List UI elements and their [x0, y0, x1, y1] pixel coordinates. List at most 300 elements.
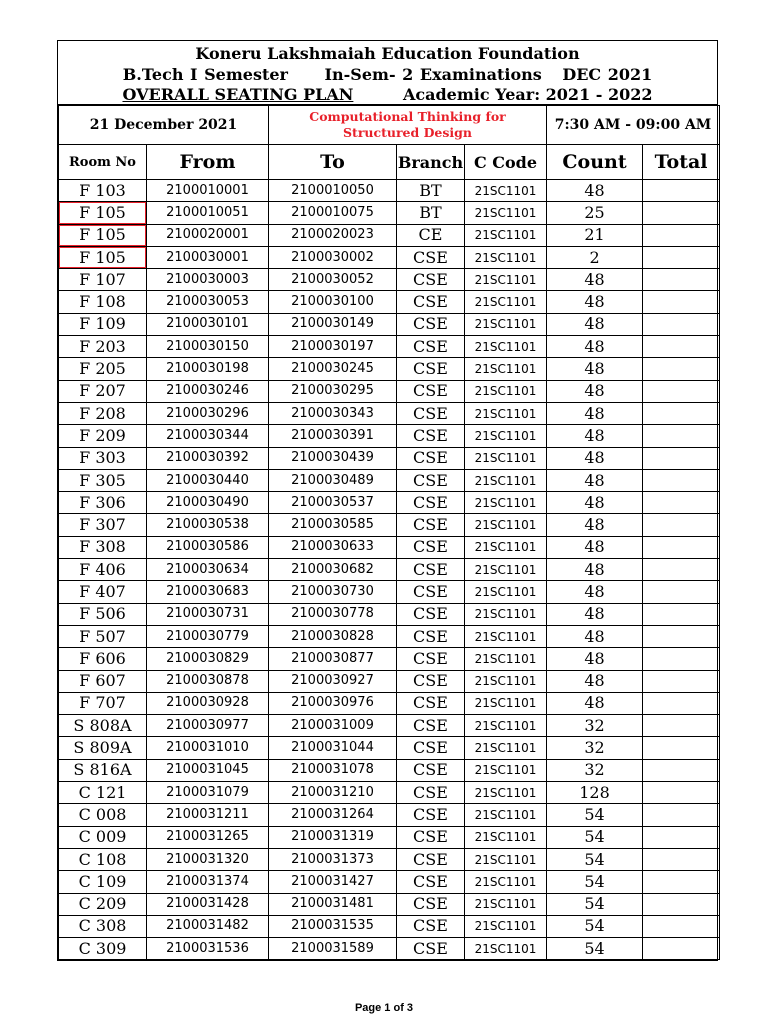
- table-row: [59, 938, 720, 960]
- table-row: [59, 180, 720, 202]
- cell-to: 2100030391: [269, 425, 397, 447]
- cell-code: 21SC1101: [465, 224, 547, 246]
- cell-count: 48: [547, 648, 643, 670]
- cell-to: 2100031009: [269, 715, 397, 737]
- cell-total: [643, 536, 720, 558]
- cell-to: 2100030730: [269, 581, 397, 603]
- cell-count: 54: [547, 915, 643, 937]
- cell-code: 21SC1101: [465, 469, 547, 491]
- cell-from: 2100030538: [147, 514, 269, 536]
- cell-branch: CSE: [397, 625, 465, 647]
- cell-from: 2100031079: [147, 782, 269, 804]
- table-row: [59, 737, 720, 759]
- cell-from: 2100030440: [147, 469, 269, 491]
- cell-branch: CSE: [397, 670, 465, 692]
- cell-room: F 203: [59, 336, 147, 358]
- table-row: [59, 603, 720, 625]
- cell-room: C 309: [59, 938, 147, 960]
- document-header: [58, 41, 717, 105]
- column-header: From: [147, 145, 269, 180]
- cell-from: 2100031536: [147, 938, 269, 960]
- cell-to: 2100031319: [269, 826, 397, 848]
- cell-total: [643, 202, 720, 224]
- cell-room: F 208: [59, 402, 147, 424]
- cell-count: 48: [547, 425, 643, 447]
- cell-total: [643, 269, 720, 291]
- table-row: [59, 246, 720, 268]
- cell-to: 2100030245: [269, 358, 397, 380]
- cell-code: 21SC1101: [465, 559, 547, 581]
- academic-year: Academic Year: 2021 - 2022: [402, 85, 653, 104]
- exam-month: DEC 2021: [562, 65, 653, 84]
- table-row: [59, 581, 720, 603]
- table-row: [59, 692, 720, 714]
- table-row: [59, 358, 720, 380]
- table-row: [59, 715, 720, 737]
- cell-code: 21SC1101: [465, 180, 547, 202]
- cell-total: [643, 180, 720, 202]
- cell-room: C 108: [59, 848, 147, 870]
- cell-total: [643, 670, 720, 692]
- cell-from: 2100031265: [147, 826, 269, 848]
- cell-count: 54: [547, 826, 643, 848]
- cell-from: 2100031374: [147, 871, 269, 893]
- cell-to: 2100031535: [269, 915, 397, 937]
- cell-room: S 809A: [59, 737, 147, 759]
- cell-from: 2100030101: [147, 313, 269, 335]
- column-header: Total: [643, 145, 720, 180]
- cell-from: 2100030392: [147, 447, 269, 469]
- cell-from: 2100030586: [147, 536, 269, 558]
- cell-room: F 707: [59, 692, 147, 714]
- cell-to: 2100030976: [269, 692, 397, 714]
- cell-from: 2100030878: [147, 670, 269, 692]
- cell-code: 21SC1101: [465, 625, 547, 647]
- cell-branch: CSE: [397, 581, 465, 603]
- cell-count: 54: [547, 804, 643, 826]
- table-row: [59, 469, 720, 491]
- cell-count: 32: [547, 715, 643, 737]
- cell-count: 48: [547, 447, 643, 469]
- plan-title: OVERALL SEATING PLAN: [122, 85, 354, 104]
- cell-from: 2100031045: [147, 759, 269, 781]
- cell-room: S 808A: [59, 715, 147, 737]
- cell-to: 2100030100: [269, 291, 397, 313]
- cell-total: [643, 559, 720, 581]
- cell-room: F 506: [59, 603, 147, 625]
- cell-count: 48: [547, 692, 643, 714]
- cell-code: 21SC1101: [465, 514, 547, 536]
- cell-branch: CSE: [397, 804, 465, 826]
- exam-time: 7:30 AM - 09:00 AM: [547, 106, 720, 145]
- cell-count: 54: [547, 871, 643, 893]
- cell-code: 21SC1101: [465, 715, 547, 737]
- exam-line: [58, 64, 717, 85]
- cell-total: [643, 826, 720, 848]
- cell-code: 21SC1101: [465, 358, 547, 380]
- cell-code: 21SC1101: [465, 291, 547, 313]
- cell-branch: CSE: [397, 380, 465, 402]
- cell-from: 2100031211: [147, 804, 269, 826]
- cell-to: 2100030489: [269, 469, 397, 491]
- table-row: [59, 536, 720, 558]
- cell-total: [643, 715, 720, 737]
- cell-total: [643, 402, 720, 424]
- exam-name: In-Sem- 2 Examinations: [324, 65, 542, 84]
- cell-total: [643, 938, 720, 960]
- table-row: [59, 559, 720, 581]
- cell-branch: CSE: [397, 469, 465, 491]
- cell-room: F 107: [59, 269, 147, 291]
- cell-total: [643, 804, 720, 826]
- table-row: [59, 425, 720, 447]
- cell-to: 2100030149: [269, 313, 397, 335]
- cell-total: [643, 737, 720, 759]
- cell-total: [643, 492, 720, 514]
- cell-count: 48: [547, 514, 643, 536]
- cell-from: 2100030977: [147, 715, 269, 737]
- cell-branch: CSE: [397, 759, 465, 781]
- cell-to: 2100010075: [269, 202, 397, 224]
- cell-from: 2100030246: [147, 380, 269, 402]
- cell-code: 21SC1101: [465, 848, 547, 870]
- cell-branch: CSE: [397, 692, 465, 714]
- cell-count: 32: [547, 759, 643, 781]
- table-row: [59, 782, 720, 804]
- cell-to: 2100030877: [269, 648, 397, 670]
- cell-room: F 105: [59, 202, 147, 224]
- cell-from: 2100031010: [147, 737, 269, 759]
- cell-to: 2100030295: [269, 380, 397, 402]
- cell-room: F 103: [59, 180, 147, 202]
- cell-code: 21SC1101: [465, 380, 547, 402]
- cell-count: 54: [547, 938, 643, 960]
- cell-from: 2100031428: [147, 893, 269, 915]
- cell-room: F 305: [59, 469, 147, 491]
- column-header: To: [269, 145, 397, 180]
- cell-code: 21SC1101: [465, 336, 547, 358]
- cell-from: 2100030053: [147, 291, 269, 313]
- cell-to: 2100030197: [269, 336, 397, 358]
- cell-from: 2100030198: [147, 358, 269, 380]
- cell-code: 21SC1101: [465, 938, 547, 960]
- exam-info-row: [59, 106, 720, 145]
- cell-room: F 407: [59, 581, 147, 603]
- cell-code: 21SC1101: [465, 603, 547, 625]
- cell-room: C 209: [59, 893, 147, 915]
- cell-count: 48: [547, 469, 643, 491]
- cell-code: 21SC1101: [465, 893, 547, 915]
- cell-from: 2100020001: [147, 224, 269, 246]
- page-footer: Page 1 of 3: [354, 1002, 414, 1014]
- cell-code: 21SC1101: [465, 402, 547, 424]
- cell-count: 54: [547, 893, 643, 915]
- cell-code: 21SC1101: [465, 648, 547, 670]
- column-header: Branch: [397, 145, 465, 180]
- cell-room: C 008: [59, 804, 147, 826]
- cell-branch: CSE: [397, 269, 465, 291]
- cell-room: F 606: [59, 648, 147, 670]
- cell-from: 2100030634: [147, 559, 269, 581]
- table-row: [59, 447, 720, 469]
- cell-branch: CSE: [397, 826, 465, 848]
- cell-count: 32: [547, 737, 643, 759]
- cell-room: F 303: [59, 447, 147, 469]
- cell-count: 48: [547, 670, 643, 692]
- cell-branch: CSE: [397, 938, 465, 960]
- table-row: [59, 380, 720, 402]
- cell-branch: CSE: [397, 425, 465, 447]
- cell-to: 2100030778: [269, 603, 397, 625]
- cell-room: F 207: [59, 380, 147, 402]
- cell-count: 48: [547, 559, 643, 581]
- cell-count: 54: [547, 848, 643, 870]
- cell-code: 21SC1101: [465, 692, 547, 714]
- table-row: [59, 670, 720, 692]
- table-row: [59, 313, 720, 335]
- column-header: Room No: [59, 145, 147, 180]
- cell-branch: CSE: [397, 313, 465, 335]
- cell-count: 48: [547, 625, 643, 647]
- cell-code: 21SC1101: [465, 425, 547, 447]
- cell-code: 21SC1101: [465, 826, 547, 848]
- cell-count: 2: [547, 246, 643, 268]
- cell-branch: CSE: [397, 715, 465, 737]
- cell-count: 48: [547, 536, 643, 558]
- cell-branch: CSE: [397, 358, 465, 380]
- cell-total: [643, 313, 720, 335]
- cell-code: 21SC1101: [465, 804, 547, 826]
- cell-to: 2100030927: [269, 670, 397, 692]
- cell-from: 2100030344: [147, 425, 269, 447]
- cell-total: [643, 759, 720, 781]
- cell-count: 25: [547, 202, 643, 224]
- cell-to: 2100031264: [269, 804, 397, 826]
- cell-total: [643, 871, 720, 893]
- seating-plan-sheet: [57, 40, 718, 961]
- cell-total: [643, 224, 720, 246]
- cell-code: 21SC1101: [465, 782, 547, 804]
- cell-count: 48: [547, 269, 643, 291]
- cell-total: [643, 469, 720, 491]
- cell-branch: CSE: [397, 492, 465, 514]
- cell-from: 2100030003: [147, 269, 269, 291]
- table-row: [59, 648, 720, 670]
- cell-total: [643, 246, 720, 268]
- cell-total: [643, 380, 720, 402]
- cell-code: 21SC1101: [465, 269, 547, 291]
- cell-to: 2100030343: [269, 402, 397, 424]
- table-row: [59, 826, 720, 848]
- cell-from: 2100030928: [147, 692, 269, 714]
- cell-total: [643, 603, 720, 625]
- cell-count: 48: [547, 358, 643, 380]
- cell-to: 2100030828: [269, 625, 397, 647]
- cell-to: 2100031373: [269, 848, 397, 870]
- cell-room: F 105: [59, 224, 147, 246]
- cell-total: [643, 648, 720, 670]
- table-row: [59, 848, 720, 870]
- cell-count: 48: [547, 291, 643, 313]
- cell-count: 48: [547, 603, 643, 625]
- cell-total: [643, 581, 720, 603]
- cell-room: F 205: [59, 358, 147, 380]
- table-row: [59, 893, 720, 915]
- cell-branch: CSE: [397, 737, 465, 759]
- cell-total: [643, 692, 720, 714]
- table-row: [59, 804, 720, 826]
- cell-branch: CSE: [397, 447, 465, 469]
- column-header: C Code: [465, 145, 547, 180]
- cell-branch: BT: [397, 202, 465, 224]
- cell-to: 2100030682: [269, 559, 397, 581]
- cell-branch: CSE: [397, 536, 465, 558]
- cell-to: 2100030439: [269, 447, 397, 469]
- cell-room: F 306: [59, 492, 147, 514]
- cell-to: 2100030537: [269, 492, 397, 514]
- subject-name: Computational Thinking for Structured Design: [269, 106, 547, 145]
- cell-branch: CSE: [397, 402, 465, 424]
- cell-to: 2100031044: [269, 737, 397, 759]
- cell-from: 2100031482: [147, 915, 269, 937]
- cell-count: 48: [547, 336, 643, 358]
- cell-code: 21SC1101: [465, 759, 547, 781]
- cell-from: 2100010001: [147, 180, 269, 202]
- cell-to: 2100010050: [269, 180, 397, 202]
- cell-room: C 121: [59, 782, 147, 804]
- cell-total: [643, 514, 720, 536]
- cell-room: C 308: [59, 915, 147, 937]
- cell-count: 48: [547, 402, 643, 424]
- cell-code: 21SC1101: [465, 202, 547, 224]
- cell-to: 2100030585: [269, 514, 397, 536]
- cell-from: 2100030829: [147, 648, 269, 670]
- table-row: [59, 202, 720, 224]
- table-row: [59, 492, 720, 514]
- cell-branch: CSE: [397, 514, 465, 536]
- cell-code: 21SC1101: [465, 871, 547, 893]
- cell-to: 2100020023: [269, 224, 397, 246]
- exam-date: 21 December 2021: [59, 106, 269, 145]
- cell-branch: CSE: [397, 893, 465, 915]
- table-row: [59, 915, 720, 937]
- cell-code: 21SC1101: [465, 915, 547, 937]
- cell-count: 48: [547, 313, 643, 335]
- cell-code: 21SC1101: [465, 246, 547, 268]
- cell-code: 21SC1101: [465, 581, 547, 603]
- table-row: [59, 402, 720, 424]
- cell-count: 21: [547, 224, 643, 246]
- cell-room: F 507: [59, 625, 147, 647]
- table-row: [59, 871, 720, 893]
- table-row: [59, 291, 720, 313]
- cell-to: 2100031481: [269, 893, 397, 915]
- cell-code: 21SC1101: [465, 492, 547, 514]
- cell-total: [643, 336, 720, 358]
- cell-to: 2100031427: [269, 871, 397, 893]
- column-header: Count: [547, 145, 643, 180]
- table-row: [59, 514, 720, 536]
- cell-total: [643, 893, 720, 915]
- cell-room: F 308: [59, 536, 147, 558]
- cell-to: 2100031078: [269, 759, 397, 781]
- seating-table: [58, 105, 720, 960]
- cell-branch: CSE: [397, 871, 465, 893]
- cell-to: 2100030633: [269, 536, 397, 558]
- cell-from: 2100010051: [147, 202, 269, 224]
- cell-count: 128: [547, 782, 643, 804]
- cell-code: 21SC1101: [465, 447, 547, 469]
- cell-from: 2100031320: [147, 848, 269, 870]
- table-row: [59, 269, 720, 291]
- cell-branch: CSE: [397, 915, 465, 937]
- cell-from: 2100030490: [147, 492, 269, 514]
- plan-line: [58, 85, 717, 105]
- cell-branch: CSE: [397, 246, 465, 268]
- cell-to: 2100030002: [269, 246, 397, 268]
- cell-code: 21SC1101: [465, 670, 547, 692]
- cell-from: 2100030150: [147, 336, 269, 358]
- cell-from: 2100030683: [147, 581, 269, 603]
- column-header-row: [59, 145, 720, 180]
- cell-count: 48: [547, 581, 643, 603]
- cell-total: [643, 425, 720, 447]
- cell-branch: CSE: [397, 291, 465, 313]
- cell-room: F 406: [59, 559, 147, 581]
- cell-code: 21SC1101: [465, 737, 547, 759]
- cell-branch: CSE: [397, 848, 465, 870]
- cell-count: 48: [547, 492, 643, 514]
- cell-to: 2100030052: [269, 269, 397, 291]
- cell-room: F 109: [59, 313, 147, 335]
- cell-to: 2100031589: [269, 938, 397, 960]
- cell-room: F 209: [59, 425, 147, 447]
- table-row: [59, 759, 720, 781]
- cell-from: 2100030731: [147, 603, 269, 625]
- cell-branch: CSE: [397, 782, 465, 804]
- cell-code: 21SC1101: [465, 536, 547, 558]
- cell-room: F 607: [59, 670, 147, 692]
- cell-total: [643, 291, 720, 313]
- table-row: [59, 625, 720, 647]
- cell-code: 21SC1101: [465, 313, 547, 335]
- cell-total: [643, 625, 720, 647]
- cell-total: [643, 782, 720, 804]
- cell-branch: BT: [397, 180, 465, 202]
- cell-total: [643, 915, 720, 937]
- cell-branch: CSE: [397, 336, 465, 358]
- cell-room: S 816A: [59, 759, 147, 781]
- cell-from: 2100030296: [147, 402, 269, 424]
- table-row: [59, 224, 720, 246]
- cell-count: 48: [547, 180, 643, 202]
- cell-room: C 109: [59, 871, 147, 893]
- organization-name: Koneru Lakshmaiah Education Foundation: [195, 44, 580, 63]
- cell-branch: CSE: [397, 603, 465, 625]
- cell-room: F 108: [59, 291, 147, 313]
- cell-room: C 009: [59, 826, 147, 848]
- cell-room: F 105: [59, 246, 147, 268]
- cell-branch: CSE: [397, 648, 465, 670]
- cell-to: 2100031210: [269, 782, 397, 804]
- cell-total: [643, 848, 720, 870]
- cell-from: 2100030001: [147, 246, 269, 268]
- program-name: B.Tech I Semester: [122, 65, 288, 84]
- table-row: [59, 336, 720, 358]
- cell-branch: CSE: [397, 559, 465, 581]
- cell-total: [643, 358, 720, 380]
- cell-count: 48: [547, 380, 643, 402]
